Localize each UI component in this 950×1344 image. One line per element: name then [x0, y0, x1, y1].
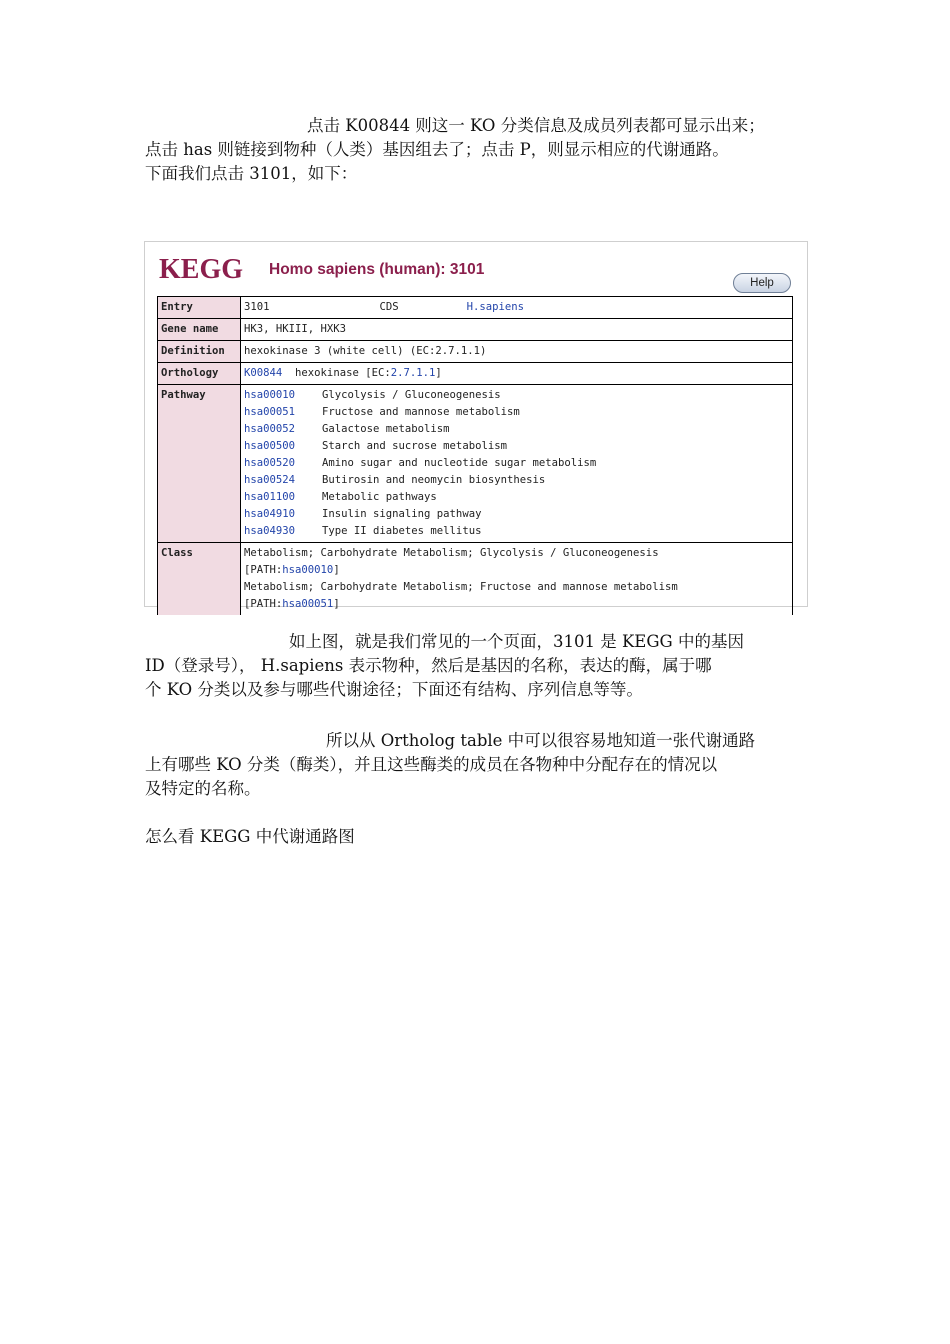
definition-row — [158, 341, 793, 363]
class-line-1: Metabolism; Carbohydrate Metabolism; Glycolysis / Gluconeogenesis — [244, 547, 659, 559]
pathway-name: Insulin signaling pathway — [322, 508, 482, 520]
pathway-item — [244, 455, 789, 472]
gene-name-value: HK3, HKIII, HXK3 — [241, 319, 793, 341]
class-path-2 — [244, 596, 789, 613]
pathway-link[interactable]: hsa04930 — [244, 525, 296, 537]
pathway-name: Galactose metabolism — [322, 423, 450, 435]
class-path-link-1[interactable]: hsa00010 — [282, 564, 334, 576]
gene-name-row — [158, 319, 793, 341]
pathway-name: Type II diabetes mellitus — [322, 525, 482, 537]
pathway-link[interactable]: hsa00010 — [244, 389, 296, 401]
pathway-item — [244, 421, 789, 438]
pathway-name: Starch and sucrose metabolism — [322, 440, 507, 452]
pathway-item — [244, 387, 789, 404]
kegg-logo-text: KEGG — [159, 254, 244, 285]
organism-link[interactable]: H.sapiens — [466, 301, 525, 313]
intro-paragraph — [145, 114, 810, 186]
pathway-item — [244, 472, 789, 489]
entry-value — [241, 297, 793, 319]
intro-line-3: 下面我们点击 3101，如下： — [145, 164, 358, 183]
pathway-item — [244, 523, 789, 540]
path-suffix: ] — [333, 564, 340, 576]
pathway-link[interactable]: hsa00051 — [244, 406, 296, 418]
pathway-link[interactable]: hsa04910 — [244, 508, 296, 520]
ortholog-paragraph — [145, 729, 810, 801]
orthology-label: Orthology — [158, 363, 241, 385]
orthology-value — [241, 363, 793, 385]
pathway-item — [244, 506, 789, 523]
ortholog-line-3: 及特定的名称。 — [145, 779, 261, 798]
pathway-link[interactable]: hsa00520 — [244, 457, 296, 469]
pathway-name: Fructose and mannose metabolism — [322, 406, 520, 418]
pathway-link[interactable]: hsa01100 — [244, 491, 296, 503]
gene-page-title: Homo sapiens (human): 3101 — [269, 261, 485, 278]
orthology-tail: ] — [435, 367, 442, 379]
pathway-item — [244, 438, 789, 455]
pathway-name: Glycolysis / Gluconeogenesis — [322, 389, 501, 401]
pathway-item — [244, 404, 789, 421]
path-suffix: ] — [333, 598, 340, 610]
definition-value: hexokinase 3 (white cell) (EC:2.7.1.1) — [241, 341, 793, 363]
class-path-link-2[interactable]: hsa00051 — [282, 598, 334, 610]
entry-type: CDS — [379, 301, 399, 313]
pathway-label: Pathway — [158, 385, 241, 543]
pathway-name: Metabolic pathways — [322, 491, 437, 503]
entry-row — [158, 297, 793, 319]
pathway-link[interactable]: hsa00500 — [244, 440, 296, 452]
gene-name-label: Gene name — [158, 319, 241, 341]
kegg-logo — [159, 252, 244, 288]
gene-entry-table — [157, 296, 793, 615]
ec-link[interactable]: 2.7.1.1 — [390, 367, 436, 379]
class-value — [241, 543, 793, 616]
pathway-link[interactable]: hsa00524 — [244, 474, 296, 486]
class-line-2: Metabolism; Carbohydrate Metabolism; Fructose and mannose metabolism — [244, 581, 678, 593]
class-path-1 — [244, 562, 789, 579]
help-button[interactable]: Help — [733, 273, 791, 293]
intro-line-1: 点击 K00844 则这一 KO 分类信息及成员列表都可显示出来； — [307, 116, 765, 135]
entry-label: Entry — [158, 297, 241, 319]
pathway-name: Amino sugar and nucleotide sugar metabolism — [322, 457, 597, 469]
path-prefix: [PATH: — [244, 598, 283, 610]
ortholog-line-1: 所以从 Ortholog table 中可以很容易地知道一张代谢通路 — [326, 731, 756, 750]
kegg-gene-page-screenshot — [144, 241, 808, 610]
pathway-item — [244, 489, 789, 506]
explanation-line-1: 如上图，就是我们常见的一个页面，3101 是 KEGG 中的基因 — [289, 632, 744, 651]
path-prefix: [PATH: — [244, 564, 283, 576]
explanation-line-2: ID（登录号）， H.sapiens 表示物种，然后是基因的名称，表达的酶，属于哪 — [145, 656, 712, 675]
pathway-row — [158, 385, 793, 543]
ko-link[interactable]: K00844 — [244, 367, 283, 379]
entry-id: 3101 — [244, 301, 270, 313]
intro-line-2: 点击 has 则链接到物种（人类）基因组去了；点击 P，则显示相应的代谢通路。 — [145, 140, 729, 159]
section-heading: 怎么看 KEGG 中代谢通路图 — [145, 827, 355, 846]
explanation-line-3: 个 KO 分类以及参与哪些代谢途径；下面还有结构、序列信息等等。 — [145, 680, 643, 699]
class-row — [158, 543, 793, 616]
pathway-link[interactable]: hsa00052 — [244, 423, 296, 435]
definition-label: Definition — [158, 341, 241, 363]
ortholog-line-2: 上有哪些 KO 分类（酶类），并且这些酶类的成员在各物种中分配存在的情况以 — [145, 755, 718, 774]
orthology-desc: hexokinase [EC: — [295, 367, 391, 379]
pathway-name: Butirosin and neomycin biosynthesis — [322, 474, 546, 486]
orthology-row — [158, 363, 793, 385]
explanation-paragraph — [145, 630, 810, 702]
class-label: Class — [158, 543, 241, 616]
pathway-list — [241, 385, 793, 543]
